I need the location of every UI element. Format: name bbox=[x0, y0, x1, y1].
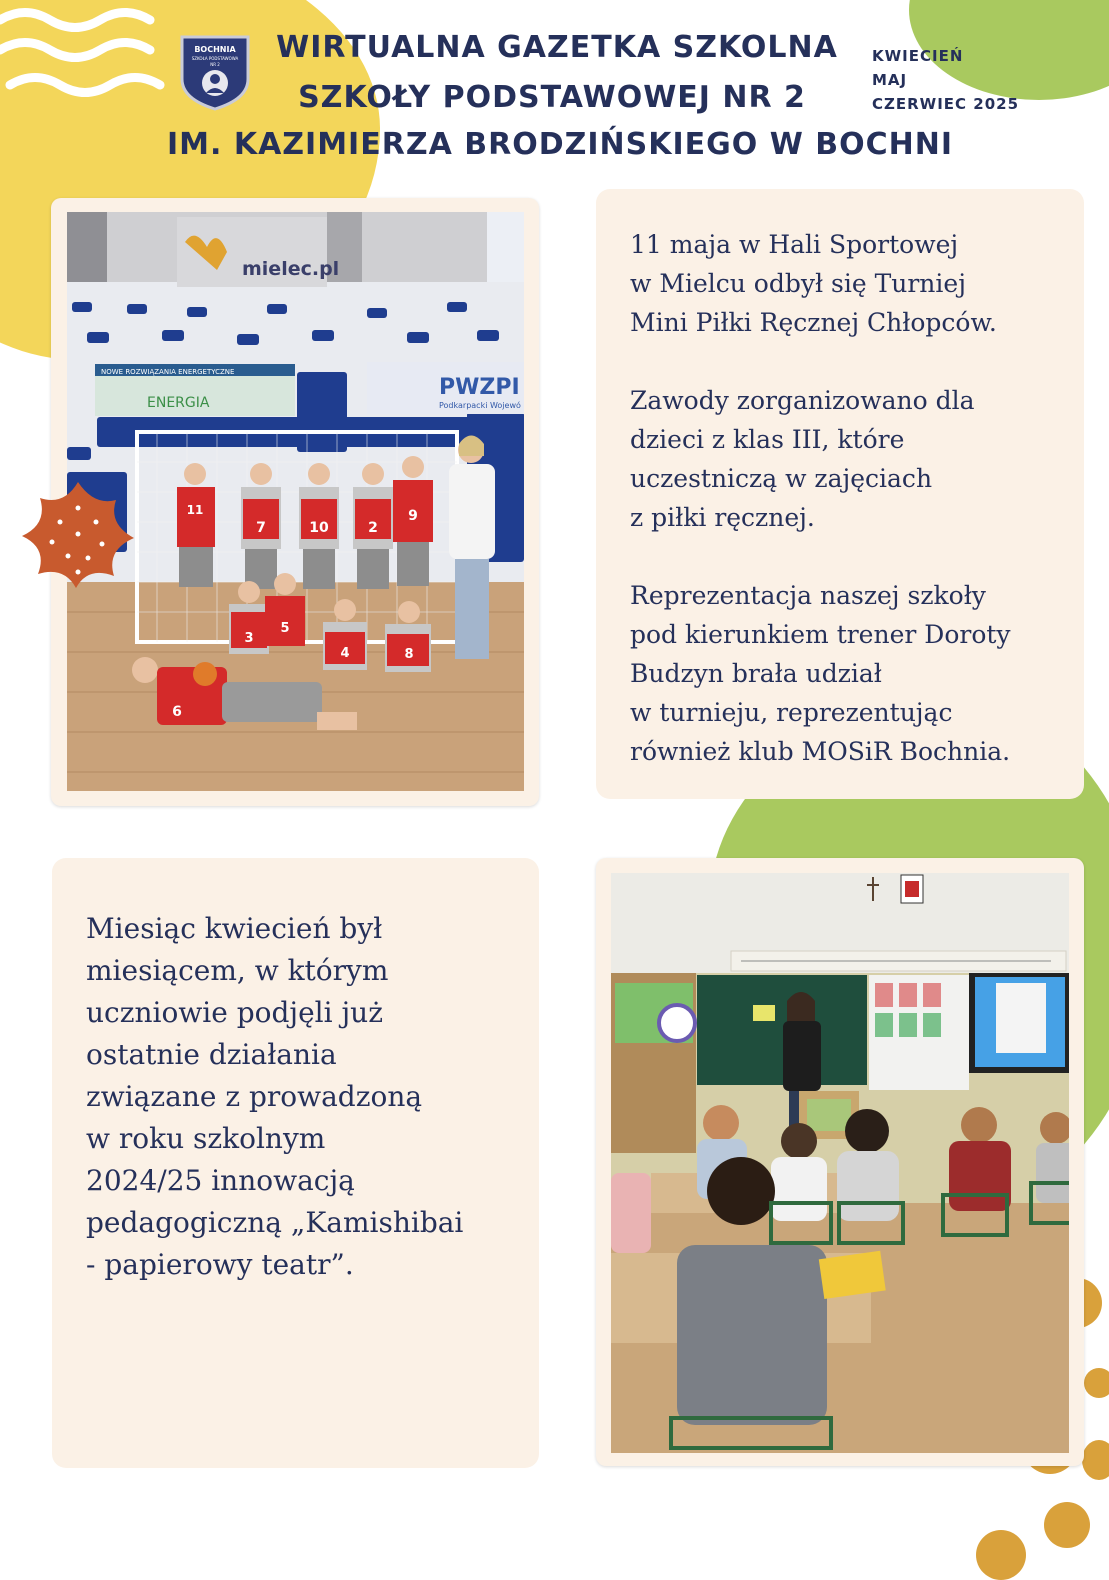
svg-text:11: 11 bbox=[186, 503, 204, 517]
svg-text:5: 5 bbox=[280, 621, 290, 636]
svg-text:Podkarpacki Wojewó: Podkarpacki Wojewó bbox=[439, 401, 521, 410]
svg-text:NR 2: NR 2 bbox=[210, 62, 220, 67]
issue-months bbox=[872, 44, 1019, 116]
svg-text:NOWE ROZWIĄZANIA ENERGETYCZNE: NOWE ROZWIĄZANIA ENERGETYCZNE bbox=[101, 368, 235, 376]
decor-dot bbox=[1044, 1502, 1090, 1548]
svg-text:4: 4 bbox=[340, 646, 350, 661]
article-text-handball: 11 maja w Hali Sportowej w Mielcu odbył się Turniej Mini Piłki Ręcznej Chłopców. Zawody zorganizowano dla dzieci z klas III, które uczestniczą w zajęciach z piłki ręcznej. Reprezentacja naszej szkoły pod kierunkiem trener Doroty Budzyn brała udział w turnieju, reprezentując również klub MOSiR Bochnia. bbox=[630, 230, 1011, 766]
svg-text:8: 8 bbox=[404, 647, 414, 662]
svg-text:2: 2 bbox=[368, 520, 378, 536]
svg-text:6: 6 bbox=[172, 704, 182, 720]
svg-text:SZKOŁA PODSTAWOWA: SZKOŁA PODSTAWOWA bbox=[191, 56, 239, 61]
sign-mielec: mielec.pl bbox=[242, 258, 340, 280]
title-line-3: IM. KAZIMIERZA BRODZIŃSKIEGO W BOCHNI bbox=[166, 127, 954, 162]
title-line-2: SZKOŁY PODSTAWOWEJ NR 2 bbox=[298, 80, 806, 115]
svg-text:9: 9 bbox=[408, 508, 418, 524]
decor-dot bbox=[1084, 1368, 1109, 1398]
photo-classroom bbox=[611, 873, 1069, 1453]
month-may: MAJ bbox=[872, 71, 908, 89]
svg-text:10: 10 bbox=[309, 520, 329, 536]
svg-text:3: 3 bbox=[244, 631, 254, 646]
white-wave-decoration bbox=[0, 0, 190, 130]
svg-text:PWZPI: PWZPI bbox=[439, 375, 520, 400]
school-crest-logo bbox=[178, 33, 252, 111]
svg-text:7: 7 bbox=[256, 520, 266, 536]
month-april: KWIECIEŃ bbox=[872, 47, 964, 65]
title-line-1: WIRTUALNA GAZETKA SZKOLNA bbox=[276, 30, 838, 65]
svg-text:BOCHNIA: BOCHNIA bbox=[194, 45, 236, 54]
month-june: CZERWIEC 2025 bbox=[872, 95, 1020, 113]
decor-dot bbox=[1082, 1440, 1109, 1480]
article-text-kamishibai: Miesiąc kwiecień był miesiącem, w którym uczniowie podjęli już ostatnie działania związane z prowadzoną w roku szkolnym 2024/25 innowacją pedagogiczną „Kamishibai - papierowy teatr”. bbox=[86, 912, 464, 1281]
decor-dot bbox=[976, 1530, 1026, 1580]
svg-text:ENERGIA: ENERGIA bbox=[147, 395, 210, 411]
flower-decoration-icon bbox=[16, 478, 140, 590]
